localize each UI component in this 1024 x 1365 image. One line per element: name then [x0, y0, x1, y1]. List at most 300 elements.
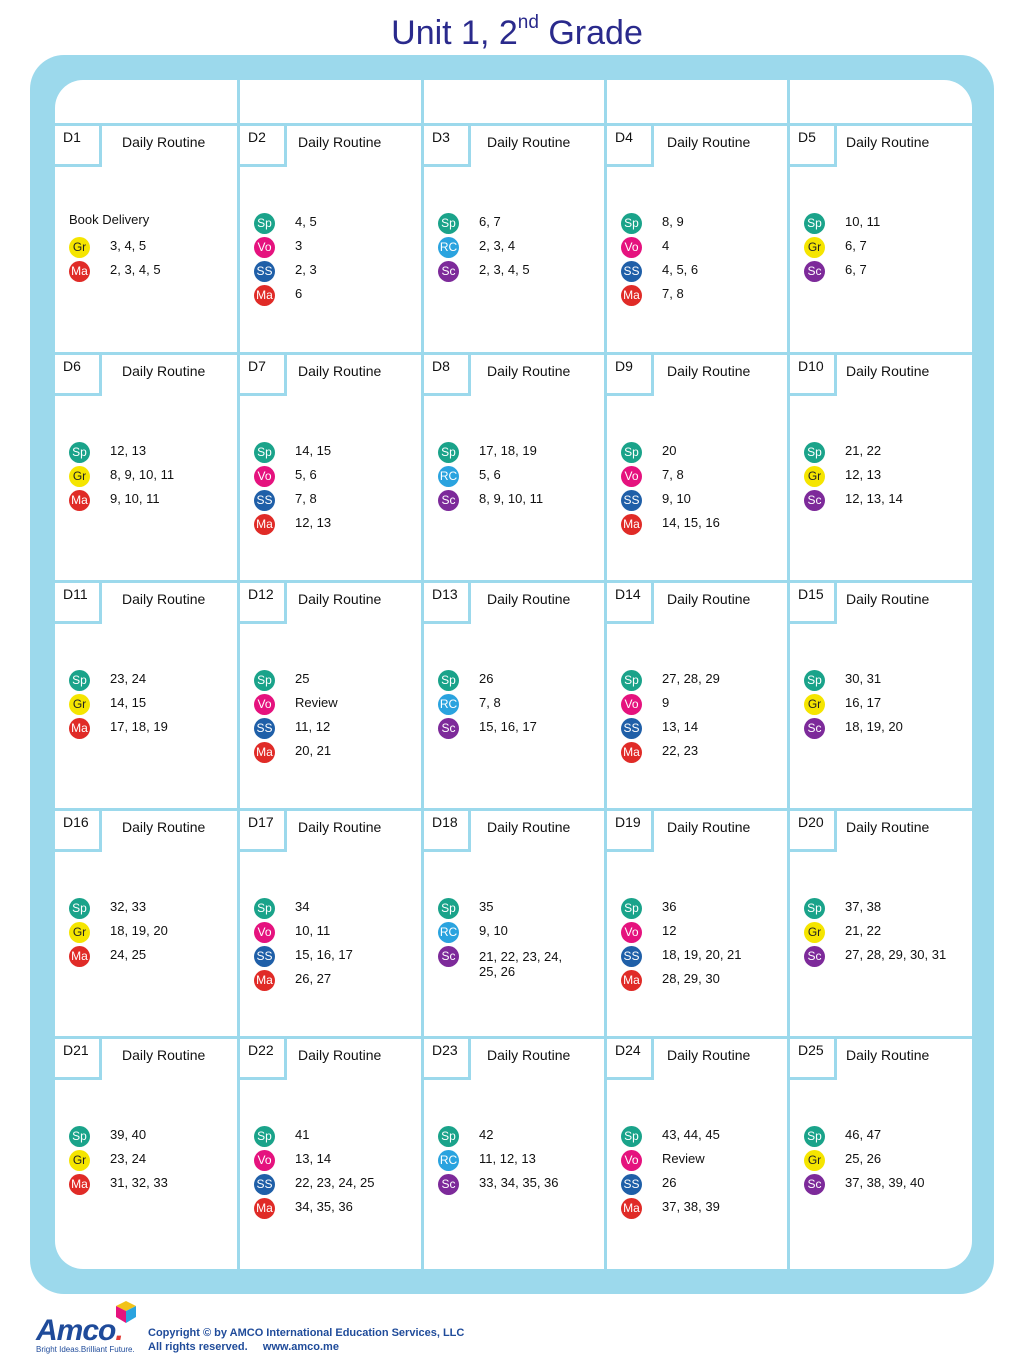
lesson-row [438, 669, 600, 693]
day-label: D11 [55, 583, 102, 624]
lesson-list [69, 212, 233, 284]
lesson-list [621, 441, 783, 537]
lesson-list [621, 212, 783, 308]
lesson-row [621, 921, 783, 945]
subject-badge: Gr [804, 237, 825, 258]
lesson-row [804, 693, 968, 717]
day-cell [607, 126, 787, 352]
page-numbers: 2, 3, 4, 5 [110, 262, 161, 277]
page-numbers: 42 [479, 1127, 494, 1142]
lesson-list [438, 897, 600, 981]
daily-routine-label: Daily Routine [667, 819, 751, 835]
page-numbers: 13, 14 [295, 1151, 332, 1166]
page-numbers: 34 [295, 899, 310, 914]
lesson-row [438, 1173, 600, 1197]
copyright-notice [148, 1326, 464, 1354]
day-cell [790, 583, 972, 808]
lesson-list [621, 1125, 783, 1221]
lesson-list [254, 441, 417, 537]
page-numbers: 20 [662, 443, 677, 458]
subject-badge: Sp [621, 442, 642, 463]
lesson-row [621, 236, 783, 260]
subject-badge: Vo [621, 237, 642, 258]
page-numbers: 46, 47 [845, 1127, 882, 1142]
subject-badge: Gr [69, 922, 90, 943]
subject-badge: Sp [254, 898, 275, 919]
day-cell [790, 355, 972, 580]
lesson-row [254, 669, 417, 693]
page-numbers: 7, 8 [479, 695, 501, 710]
daily-routine-label: Daily Routine [667, 1047, 751, 1063]
lesson-row [621, 969, 783, 993]
page-numbers: 15, 16, 17 [295, 947, 353, 962]
lesson-row [254, 921, 417, 945]
lesson-row [438, 1125, 600, 1149]
page-numbers: 8, 9 [662, 214, 684, 229]
day-cell [790, 126, 972, 352]
lesson-row [804, 236, 968, 260]
lesson-row [621, 1149, 783, 1173]
subject-badge: Vo [254, 237, 275, 258]
subject-badge: Sp [69, 442, 90, 463]
page-numbers: 31, 32, 33 [110, 1175, 168, 1190]
subject-badge: Sc [804, 718, 825, 739]
lesson-row [438, 717, 600, 741]
page-numbers: 22, 23 [662, 743, 699, 758]
lesson-row [621, 1197, 783, 1221]
daily-routine-label: Daily Routine [122, 134, 206, 150]
subject-badge: Sc [804, 261, 825, 282]
subject-badge: Sp [254, 213, 275, 234]
lesson-list [438, 441, 600, 513]
page-numbers: 14, 15 [295, 443, 332, 458]
day-cell [240, 355, 421, 580]
day-label: D20 [790, 811, 837, 852]
lesson-row [69, 897, 233, 921]
page-numbers: 2, 3 [295, 262, 317, 277]
subject-badge: Gr [804, 1150, 825, 1171]
lesson-row [254, 741, 417, 765]
subject-badge: SS [254, 490, 275, 511]
lesson-row [804, 921, 968, 945]
daily-routine-label: Daily Routine [487, 819, 571, 835]
page-numbers: 21, 22 [845, 443, 882, 458]
subject-badge: Sp [804, 213, 825, 234]
day-label: D15 [790, 583, 837, 624]
day-label: D17 [240, 811, 287, 852]
lesson-list [69, 441, 233, 513]
page-numbers: 7, 8 [662, 286, 684, 301]
day-label: D4 [607, 126, 654, 167]
day-label: D6 [55, 355, 102, 396]
page-numbers: 41 [295, 1127, 310, 1142]
subject-badge: SS [254, 946, 275, 967]
subject-badge: Sp [438, 442, 459, 463]
subject-badge: Sp [438, 670, 459, 691]
subject-badge: Sp [69, 1126, 90, 1147]
subject-badge: Ma [621, 285, 642, 306]
page-numbers: 21, 22, 23, 24, 25, 26 [479, 949, 563, 979]
day-cell [790, 1039, 972, 1269]
lesson-row [69, 945, 233, 969]
lesson-row [804, 669, 968, 693]
lesson-row [438, 489, 600, 513]
page-numbers: 7, 8 [295, 491, 317, 506]
subject-badge: Ma [254, 742, 275, 763]
copyright-line-2: All rights reserved. www.amco.me [148, 1341, 339, 1353]
lesson-list [254, 1125, 417, 1221]
page-numbers: 28, 29, 30 [662, 971, 720, 986]
page-numbers: 23, 24 [110, 1151, 147, 1166]
subject-badge: Sc [804, 490, 825, 511]
page-numbers: Review [662, 1151, 705, 1166]
daily-routine-label: Daily Routine [298, 591, 382, 607]
lesson-row [621, 1173, 783, 1197]
page-numbers: 14, 15 [110, 695, 147, 710]
daily-routine-label: Daily Routine [846, 134, 930, 150]
daily-routine-label: Daily Routine [846, 591, 930, 607]
page-numbers: 17, 18, 19 [110, 719, 168, 734]
page-numbers: 9, 10 [662, 491, 691, 506]
page-numbers: Review [295, 695, 338, 710]
day-cell [240, 126, 421, 352]
page-numbers: 37, 38 [845, 899, 882, 914]
lesson-row [438, 1149, 600, 1173]
subject-badge: Ma [254, 1198, 275, 1219]
page-numbers: 2, 3, 4, 5 [479, 262, 530, 277]
subject-badge: Sp [69, 898, 90, 919]
lesson-list [254, 212, 417, 308]
lesson-row [254, 441, 417, 465]
page-numbers: 9, 10 [479, 923, 508, 938]
lesson-row [69, 1125, 233, 1149]
subject-badge: Sp [69, 670, 90, 691]
subject-badge: Sp [804, 670, 825, 691]
subject-badge: Sp [621, 213, 642, 234]
lesson-row [69, 1173, 233, 1197]
day-label: D22 [240, 1039, 287, 1080]
day-cell [424, 355, 604, 580]
lesson-list [804, 897, 968, 969]
day-cell [55, 811, 237, 1036]
lesson-row [621, 717, 783, 741]
page-numbers: 22, 23, 24, 25 [295, 1175, 375, 1190]
page-numbers: 9, 10, 11 [110, 491, 160, 506]
lesson-row [254, 1197, 417, 1221]
subject-badge: SS [254, 1174, 275, 1195]
subject-badge: Sc [438, 718, 459, 739]
lesson-row [254, 693, 417, 717]
subject-badge: Ma [69, 261, 90, 282]
lesson-row [804, 897, 968, 921]
lesson-row [69, 1149, 233, 1173]
page-numbers: 17, 18, 19 [479, 443, 537, 458]
page-numbers: 26 [479, 671, 494, 686]
daily-routine-label: Daily Routine [846, 819, 930, 835]
amco-logo [36, 1300, 146, 1355]
day-cell [607, 1039, 787, 1269]
subject-badge: Vo [621, 922, 642, 943]
day-cell [607, 583, 787, 808]
lesson-row [69, 236, 233, 260]
subject-badge: Vo [621, 466, 642, 487]
day-label: D3 [424, 126, 471, 167]
lesson-row [438, 212, 600, 236]
page-numbers: 25 [295, 671, 310, 686]
subject-badge: Vo [254, 694, 275, 715]
page-numbers: 16, 17 [845, 695, 882, 710]
lesson-row [621, 465, 783, 489]
page-numbers: 25, 26 [845, 1151, 882, 1166]
page-numbers: 36 [662, 899, 677, 914]
lesson-row [804, 945, 968, 969]
daily-routine-label: Daily Routine [846, 363, 930, 379]
lesson-row [69, 489, 233, 513]
day-cell [240, 811, 421, 1036]
lesson-row [804, 212, 968, 236]
lesson-row [438, 921, 600, 945]
subject-badge: Vo [621, 694, 642, 715]
lesson-row [254, 260, 417, 284]
subject-badge: Vo [254, 922, 275, 943]
subject-badge: Sp [804, 442, 825, 463]
day-cell [424, 583, 604, 808]
lesson-row [621, 260, 783, 284]
day-label: D23 [424, 1039, 471, 1080]
daily-routine-label: Daily Routine [667, 134, 751, 150]
page-numbers: 12 [662, 923, 677, 938]
subject-badge: Sp [254, 670, 275, 691]
subject-badge: Sp [438, 213, 459, 234]
subject-badge: SS [621, 718, 642, 739]
page-numbers: 27, 28, 29 [662, 671, 720, 686]
page-numbers: 2, 3, 4 [479, 238, 516, 253]
lesson-row [254, 897, 417, 921]
activity-label: Book Delivery [69, 212, 150, 227]
day-cell [790, 811, 972, 1036]
logo-tagline: Bright Ideas.Brilliant Future. [36, 1345, 135, 1354]
lesson-row [621, 1125, 783, 1149]
lesson-row [254, 717, 417, 741]
title-tail: Grade [538, 14, 643, 52]
lesson-row [254, 945, 417, 969]
page-numbers: 3 [295, 238, 303, 253]
daily-routine-label: Daily Routine [122, 363, 206, 379]
lesson-row [621, 513, 783, 537]
subject-badge: Sp [254, 442, 275, 463]
lesson-list [621, 669, 783, 765]
lesson-row [438, 260, 600, 284]
day-cell [424, 126, 604, 352]
lesson-row [69, 717, 233, 741]
day-cell [240, 583, 421, 808]
page-numbers: 34, 35, 36 [295, 1199, 353, 1214]
lesson-row [254, 1173, 417, 1197]
page-numbers: 33, 34, 35, 36 [479, 1175, 559, 1190]
lesson-list [804, 212, 968, 284]
lesson-row [254, 212, 417, 236]
subject-badge: Gr [804, 922, 825, 943]
page-numbers: 37, 38, 39, 40 [845, 1175, 925, 1190]
lesson-row [804, 489, 968, 513]
lesson-row [69, 921, 233, 945]
lesson-list [254, 897, 417, 993]
lesson-row [438, 945, 600, 981]
lesson-row [69, 693, 233, 717]
subject-badge: Vo [254, 1150, 275, 1171]
lesson-row [69, 669, 233, 693]
subject-badge: RC [438, 922, 459, 943]
logo-dot: . [115, 1314, 123, 1347]
day-cell [55, 1039, 237, 1269]
page-numbers: 18, 19, 20, 21 [662, 947, 742, 962]
day-label: D18 [424, 811, 471, 852]
lesson-row [621, 441, 783, 465]
day-label: D10 [790, 355, 837, 396]
lesson-list [69, 897, 233, 969]
day-cell [55, 126, 237, 352]
lesson-row [804, 1173, 968, 1197]
page-numbers: 5, 6 [295, 467, 317, 482]
page-numbers: 10, 11 [845, 214, 881, 229]
day-label: D19 [607, 811, 654, 852]
lesson-list [804, 669, 968, 741]
daily-routine-label: Daily Routine [487, 1047, 571, 1063]
page-numbers: 9 [662, 695, 670, 710]
day-label: D13 [424, 583, 471, 624]
day-cell [424, 811, 604, 1036]
day-label: D8 [424, 355, 471, 396]
lesson-list [804, 441, 968, 513]
day-label: D24 [607, 1039, 654, 1080]
lesson-row [254, 1149, 417, 1173]
subject-badge: Sp [254, 1126, 275, 1147]
lesson-row [254, 969, 417, 993]
lesson-row [621, 945, 783, 969]
page-numbers: 8, 9, 10, 11 [110, 467, 175, 482]
page-numbers: 4, 5, 6 [662, 262, 699, 277]
subject-badge: Ma [254, 970, 275, 991]
page-numbers: 3, 4, 5 [110, 238, 147, 253]
page-numbers: 6, 7 [845, 238, 867, 253]
lesson-row [621, 489, 783, 513]
lesson-list [438, 212, 600, 284]
lesson-row [804, 1125, 968, 1149]
lesson-row [621, 693, 783, 717]
lesson-row [621, 741, 783, 765]
day-label: D5 [790, 126, 837, 167]
lesson-row [804, 441, 968, 465]
lesson-row [69, 465, 233, 489]
subject-badge: Sp [804, 1126, 825, 1147]
day-cell [424, 1039, 604, 1269]
subject-badge: Sp [621, 1126, 642, 1147]
daily-routine-label: Daily Routine [667, 363, 751, 379]
daily-routine-label: Daily Routine [487, 134, 571, 150]
logo-word: Amco [36, 1314, 116, 1347]
lesson-row [621, 284, 783, 308]
subject-badge: Ma [621, 514, 642, 535]
page-numbers: 6, 7 [479, 214, 501, 229]
page-numbers: 20, 21 [295, 743, 332, 758]
subject-badge: Ma [621, 742, 642, 763]
subject-badge: SS [621, 261, 642, 282]
lesson-row [254, 1125, 417, 1149]
subject-badge: Sp [621, 670, 642, 691]
page-numbers: 23, 24 [110, 671, 147, 686]
subject-badge: SS [621, 1174, 642, 1195]
subject-badge: Sc [438, 946, 459, 967]
page-numbers: 10, 11 [295, 923, 331, 938]
subject-badge: Ma [69, 946, 90, 967]
subject-badge: Sc [804, 1174, 825, 1195]
subject-badge: Ma [254, 285, 275, 306]
page-numbers: 5, 6 [479, 467, 501, 482]
page-numbers: 15, 16, 17 [479, 719, 537, 734]
page-numbers: 35 [479, 899, 494, 914]
page-numbers: 32, 33 [110, 899, 147, 914]
title-superscript: nd [517, 12, 539, 33]
page-numbers: 39, 40 [110, 1127, 147, 1142]
page-numbers: 26 [662, 1175, 677, 1190]
subject-badge: Gr [804, 466, 825, 487]
page-numbers: 4 [662, 238, 670, 253]
lesson-row [438, 236, 600, 260]
daily-routine-label: Daily Routine [298, 134, 382, 150]
subject-badge: SS [621, 946, 642, 967]
lesson-row [438, 441, 600, 465]
lesson-row [438, 465, 600, 489]
day-label: D1 [55, 126, 102, 167]
subject-badge: Gr [69, 1150, 90, 1171]
day-cell [240, 1039, 421, 1269]
page-numbers: 12, 13 [845, 467, 882, 482]
subject-badge: Sp [621, 898, 642, 919]
subject-badge: Gr [69, 694, 90, 715]
subject-badge: SS [254, 261, 275, 282]
daily-routine-label: Daily Routine [667, 591, 751, 607]
lesson-row [621, 212, 783, 236]
lesson-row [254, 236, 417, 260]
daily-routine-label: Daily Routine [298, 363, 382, 379]
daily-routine-label: Daily Routine [487, 363, 571, 379]
page-numbers: 6, 7 [845, 262, 867, 277]
subject-badge: Sc [438, 261, 459, 282]
page-numbers: 13, 14 [662, 719, 699, 734]
lesson-row [804, 1149, 968, 1173]
subject-badge: Sp [438, 898, 459, 919]
page-title [0, 14, 1024, 53]
day-label: D7 [240, 355, 287, 396]
page-numbers: 18, 19, 20 [110, 923, 168, 938]
subject-badge: Vo [254, 466, 275, 487]
day-cell [607, 811, 787, 1036]
title-main: Unit 1, 2 [391, 14, 518, 52]
page-numbers: 30, 31 [845, 671, 882, 686]
day-label: D9 [607, 355, 654, 396]
lesson-row [621, 669, 783, 693]
subject-badge: Sc [438, 1174, 459, 1195]
lesson-row [254, 489, 417, 513]
lesson-list [69, 1125, 233, 1197]
copyright-line-1: Copyright © by AMCO International Education Services, LLC [148, 1327, 465, 1339]
page-numbers: 4, 5 [295, 214, 317, 229]
lesson-list [254, 669, 417, 765]
logo-wordmark [36, 1314, 123, 1348]
subject-badge: RC [438, 1150, 459, 1171]
subject-badge: SS [254, 718, 275, 739]
lesson-list [438, 669, 600, 741]
